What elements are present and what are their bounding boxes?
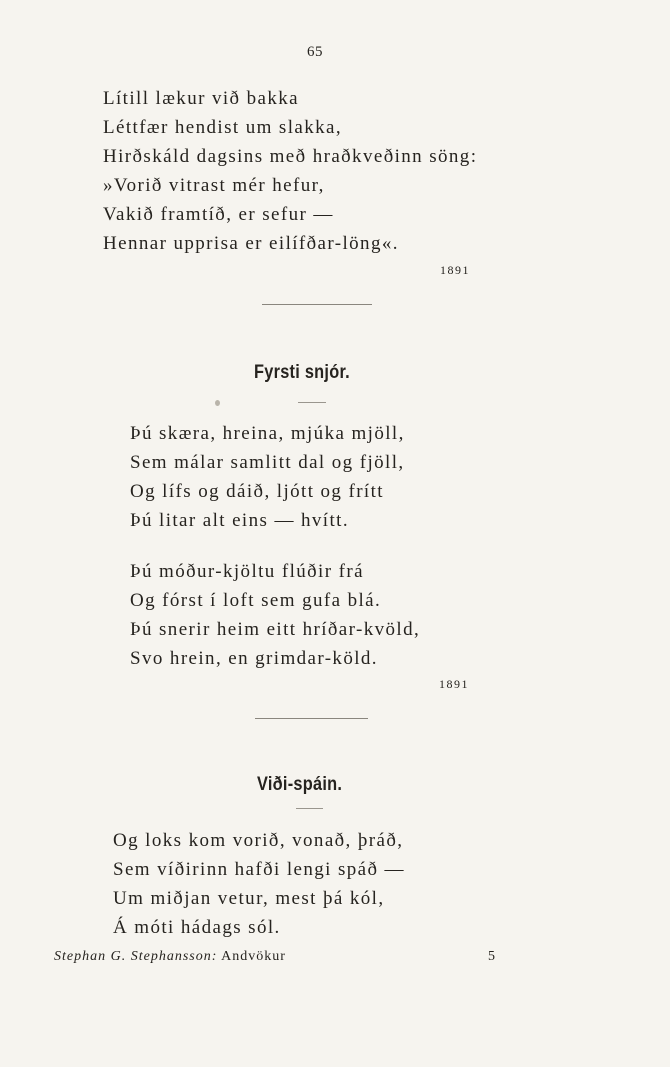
poem2-line: Þú snerir heim eitt hríðar-kvöld, (130, 619, 421, 640)
section-divider (255, 718, 368, 719)
poem1-line: Vakið framtíð, er sefur — (103, 204, 334, 225)
poem2-year: 1891 (439, 677, 469, 691)
poem1-year: 1891 (440, 263, 470, 277)
title-underline (298, 402, 326, 403)
footer-book: Andvökur (221, 949, 286, 964)
poem1-line: Hennar upprisa er eilífðar-löng«. (103, 233, 399, 254)
footer-credit (54, 949, 286, 965)
signature-mark: 5 (488, 949, 496, 964)
poem3-line: Á móti hádags sól. (113, 917, 281, 938)
poem2-line: Og lífs og dáið, ljótt og frítt (130, 481, 384, 502)
poem2-line: Svo hrein, en grimdar-köld. (130, 648, 378, 669)
poem2-line: Þú skæra, hreina, mjúka mjöll, (130, 423, 405, 444)
poem3-line: Sem víðirinn hafði lengi spáð — (113, 859, 405, 880)
poem3-line: Og loks kom vorið, vonað, þráð, (113, 830, 404, 851)
print-speck (215, 400, 220, 406)
page-number: 65 (307, 44, 323, 60)
poem1-line: »Vorið vitrast mér hefur, (103, 175, 325, 196)
poem2-line: Þú litar alt eins — hvítt. (130, 510, 349, 531)
poem1-line: Léttfær hendist um slakka, (103, 117, 343, 138)
poem2-line: Sem málar samlitt dal og fjöll, (130, 452, 405, 473)
poem1-line: Lítill lækur við bakka (103, 88, 299, 109)
section-divider (262, 304, 372, 305)
poem3-title: Viði-spáin. (257, 774, 343, 795)
poem2-line: Og fórst í loft sem gufa blá. (130, 590, 382, 611)
footer-author: Stephan G. Stephansson: (54, 949, 218, 964)
poem2-line: Þú móður-kjöltu flúðir frá (130, 561, 364, 582)
title-underline (296, 808, 323, 809)
poem1-line: Hirðskáld dagsins með hraðkveðinn söng: (103, 146, 478, 167)
poem3-line: Um miðjan vetur, mest þá kól, (113, 888, 385, 909)
poem2-title: Fyrsti snjór. (254, 362, 350, 383)
